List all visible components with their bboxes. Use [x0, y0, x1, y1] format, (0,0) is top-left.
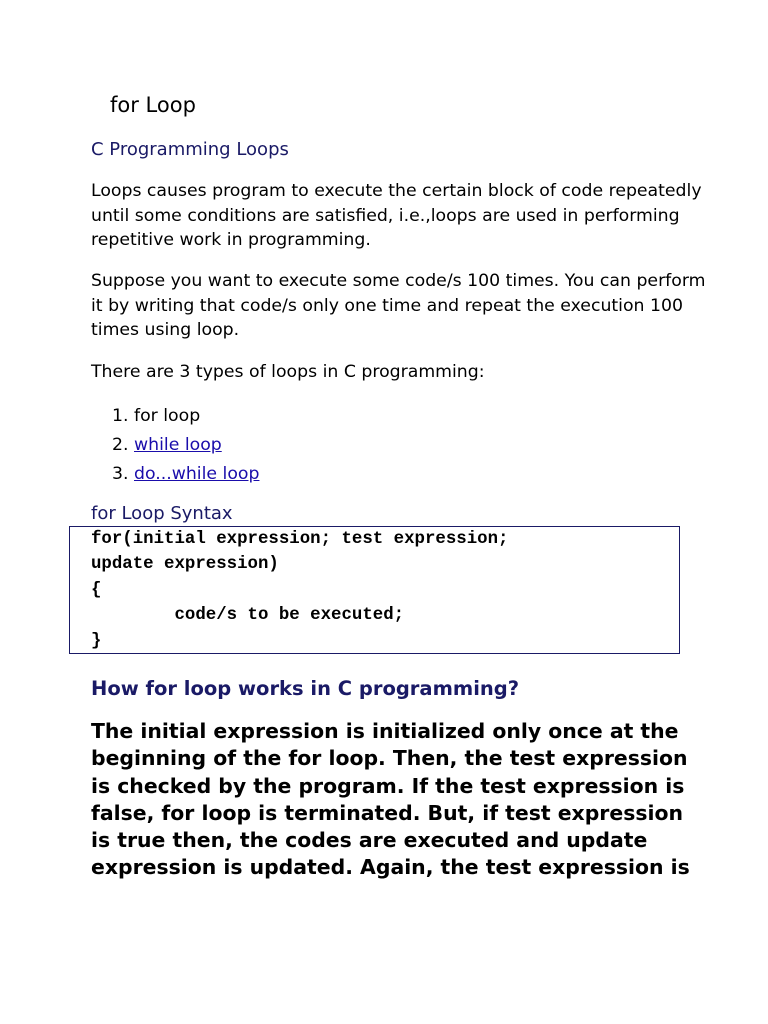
explanation-line: beginning of the for loop. Then, the test expression	[91, 746, 688, 771]
explanation-line: false, for loop is terminated. But, if test expression	[91, 800, 683, 825]
list-item	[112, 402, 259, 431]
page-title: for Loop	[110, 93, 196, 117]
list-number: 2.	[112, 435, 129, 455]
code-line: code/s to be executed;	[91, 606, 405, 626]
do-while-loop-link[interactable]: do...while loop	[134, 464, 260, 484]
code-line: }	[91, 631, 102, 651]
section-subtitle: C Programming Loops	[91, 139, 289, 160]
example-paragraph: Suppose you want to execute some code/s 100 times. You can perform it by writing that code/s only one time and repeat the execution 100 times using loop.	[91, 271, 706, 340]
code-line: for(initial expression; test expression;	[91, 530, 509, 549]
loop-type-for: for loop	[134, 406, 201, 426]
list-number: 3.	[112, 464, 129, 484]
question-heading: How for loop works in C programming?	[91, 677, 520, 700]
list-item	[112, 431, 259, 460]
list-item	[112, 460, 259, 489]
list-number: 1.	[112, 406, 129, 426]
intro-paragraph: Loops causes program to execute the certain block of code repeatedly until some conditions are satisfied, i.e.,loops are used in performing repetitive work in programming.	[91, 181, 702, 250]
code-block	[69, 526, 680, 654]
explanation-line: is true then, the codes are executed and update	[91, 828, 648, 853]
explanation-line: is checked by the program. If the test expression is	[91, 773, 685, 798]
explanation-paragraph	[91, 718, 691, 882]
loop-types-list	[112, 402, 259, 489]
code-line: {	[91, 580, 102, 600]
explanation-line: The initial expression is initialized only once at the	[91, 719, 679, 743]
while-loop-link[interactable]: while loop	[134, 435, 222, 455]
types-intro-paragraph: There are 3 types of loops in C programming:	[91, 362, 485, 382]
syntax-heading: for Loop Syntax	[91, 503, 233, 524]
code-line: update expression)	[91, 555, 279, 575]
explanation-line: expression is updated. Again, the test expression is	[91, 855, 690, 880]
